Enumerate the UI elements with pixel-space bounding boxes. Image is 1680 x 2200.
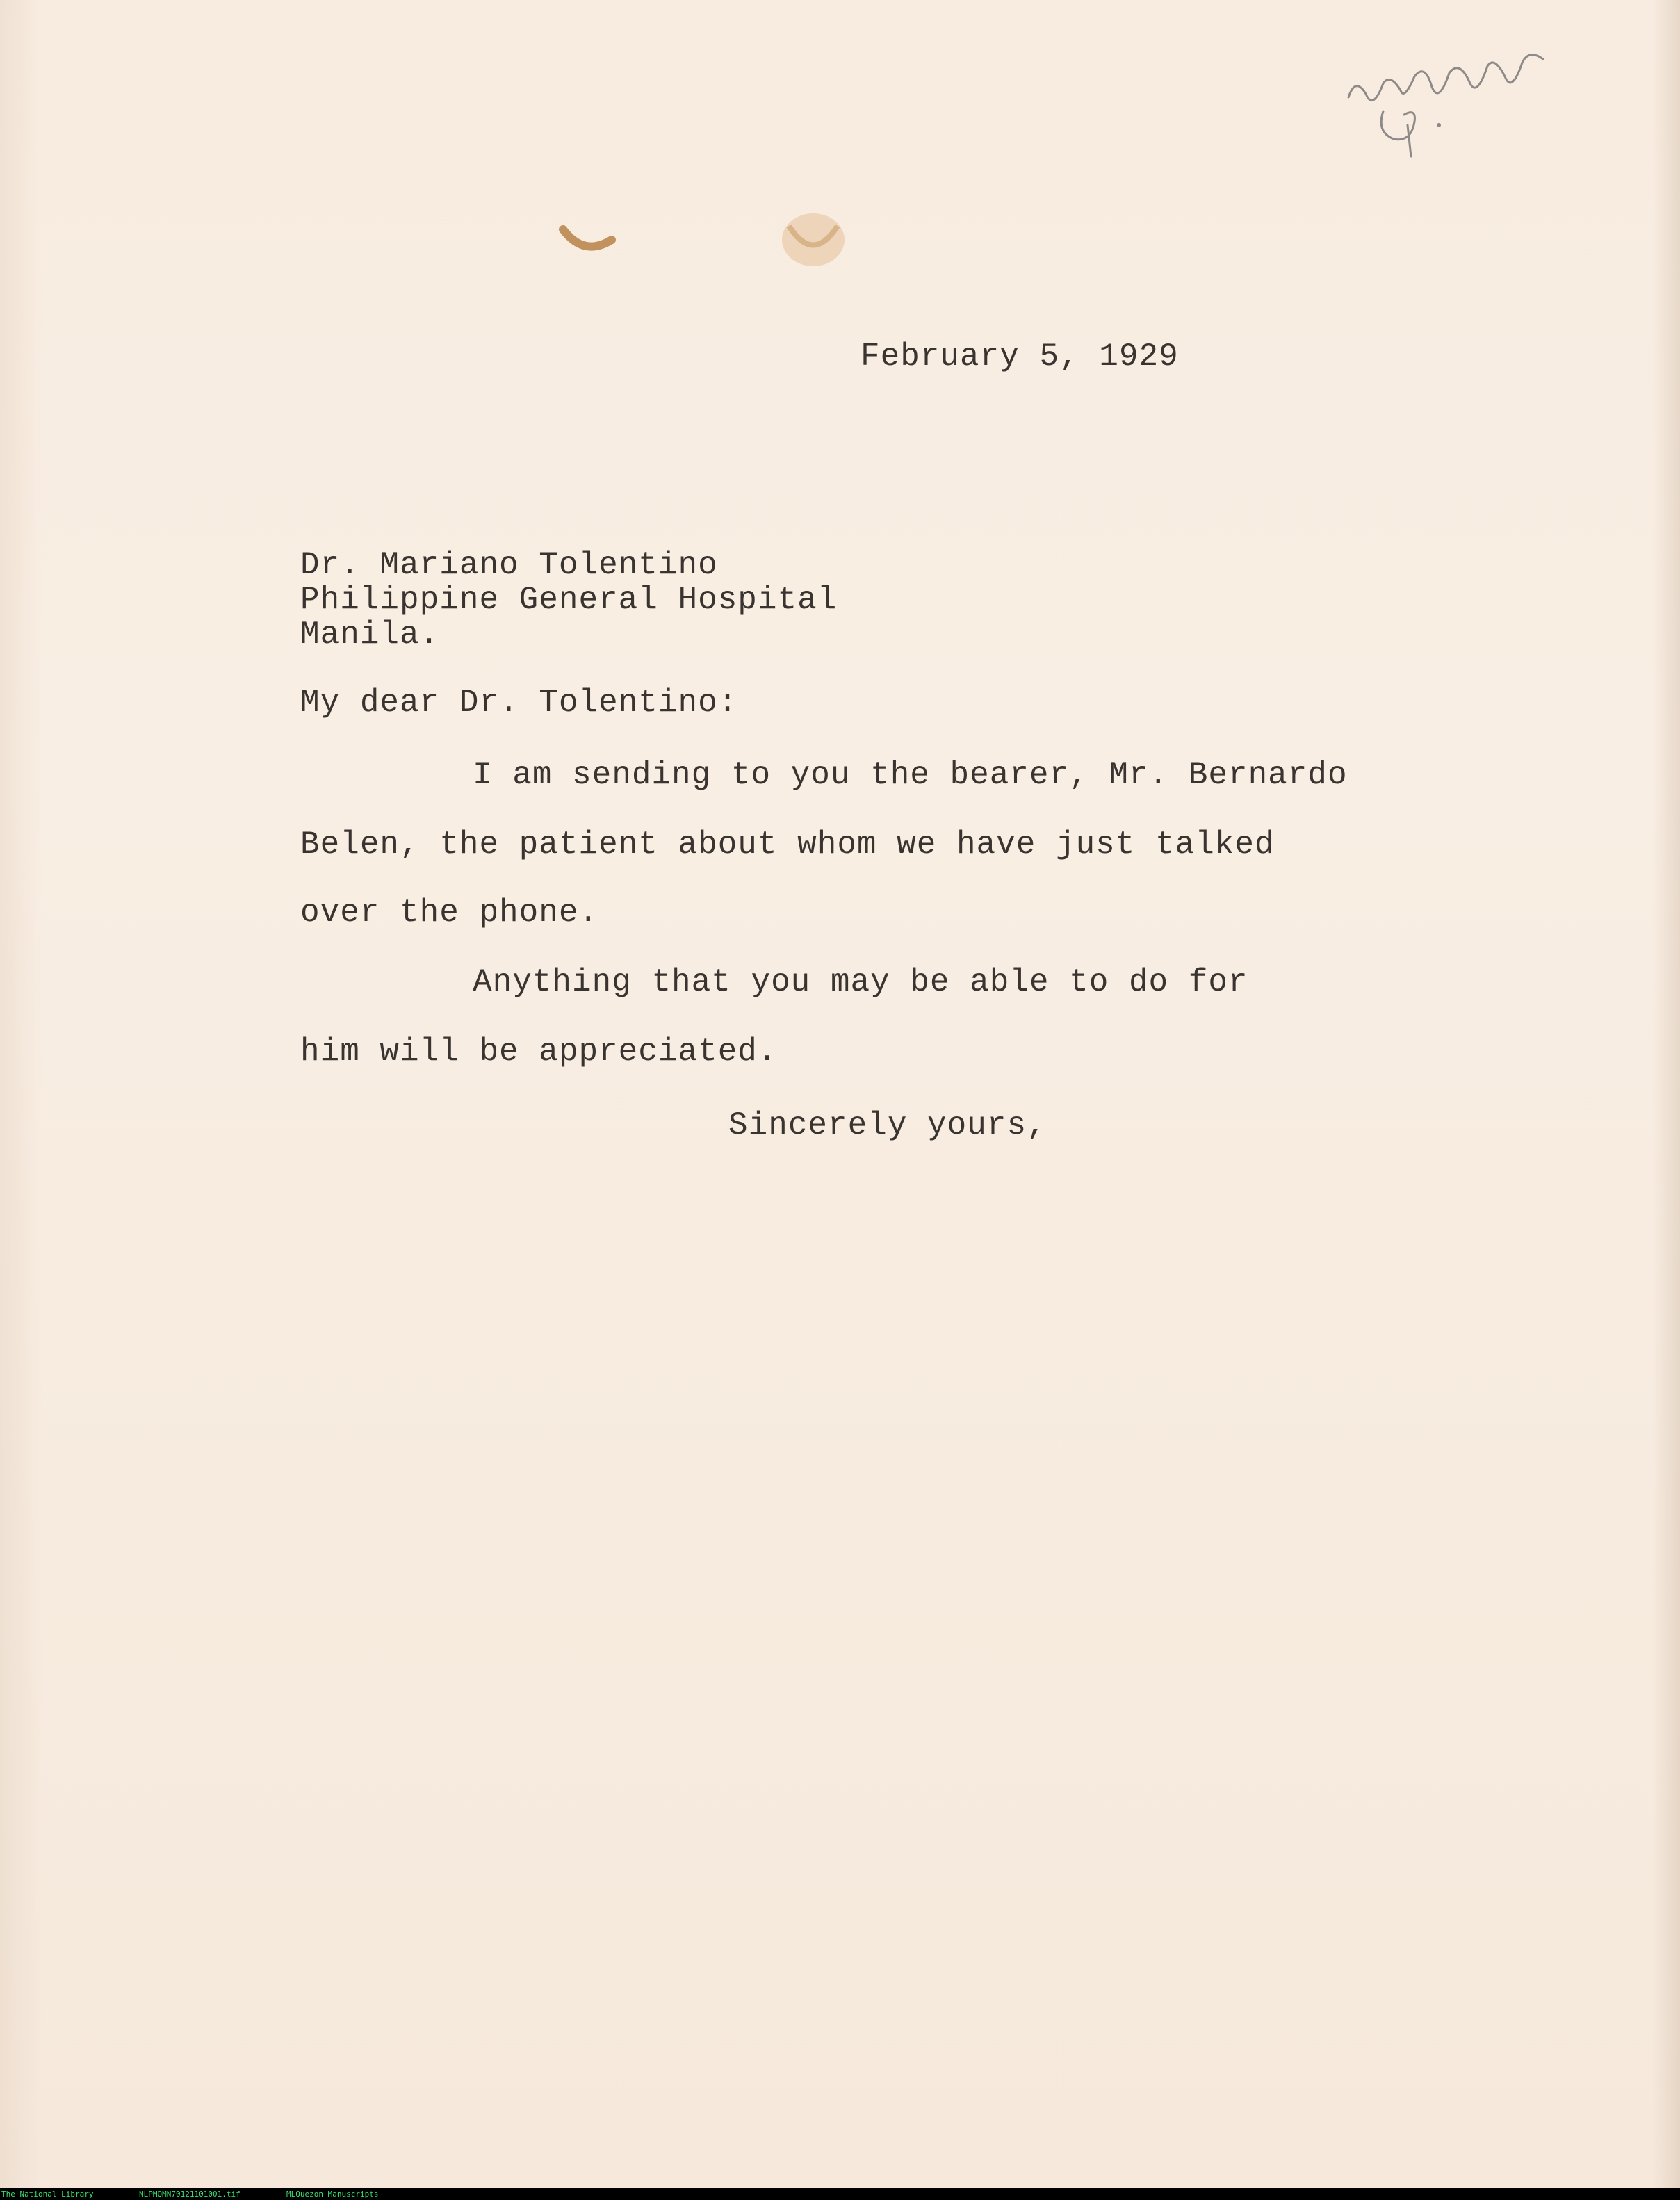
body-line: him will be appreciated. (300, 1034, 778, 1070)
recipient-name: Dr. Mariano Tolentino (300, 547, 718, 583)
body-line: over the phone. (300, 895, 599, 931)
letter-date: February 5, 1929 (861, 339, 1179, 375)
footer-collection: MLQuezon Manuscripts (286, 2190, 379, 2199)
body-line: I am sending to you the bearer, Mr. Bernardo (473, 757, 1348, 793)
page-left-shading (0, 0, 42, 2188)
footer-library: The National Library (1, 2190, 94, 2199)
recipient-institution: Philippine General Hospital (300, 582, 838, 618)
page-right-shading (1652, 0, 1680, 2188)
salutation: My dear Dr. Tolentino: (300, 685, 738, 721)
recipient-city: Manila. (300, 617, 440, 653)
handwritten-duplicate-note (1335, 35, 1564, 160)
archive-footer-bar (0, 2188, 1680, 2200)
paper-clip-stain (556, 209, 862, 292)
body-line: Belen, the patient about whom we have just talked (300, 826, 1275, 863)
body-line: Anything that you may be able to do for (473, 964, 1248, 1000)
footer-file-name: NLPMQMN70121101001.tif (139, 2190, 240, 2199)
closing: Sincerely yours, (728, 1107, 1047, 1143)
